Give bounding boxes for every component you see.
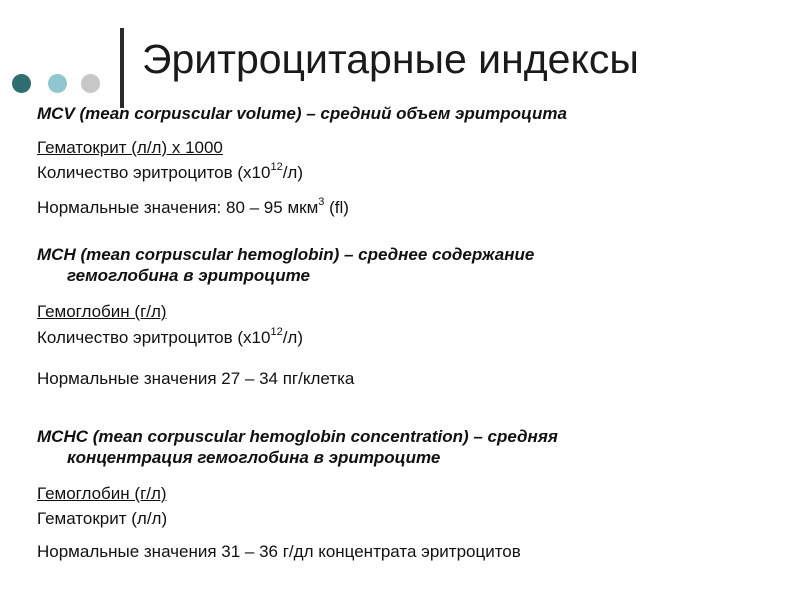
mch-denominator-exp: 12 <box>270 326 283 339</box>
mcv-denominator-exp: 12 <box>270 161 283 174</box>
mcv-numerator-text: Гематокрит (л/л) х 1000 <box>37 138 223 157</box>
mch-heading-line2: гемоглобина в эритроците <box>67 266 310 285</box>
decor-dot-dark <box>12 74 31 93</box>
mcv-normal-suffix: (fl) <box>324 198 349 217</box>
mch-heading-line1: MCH (mean corpuscular hemoglobin) – среднее содержание <box>37 245 535 264</box>
mchc-numerator <box>37 484 167 504</box>
mcv-normal-prefix: Нормальные значения: 80 – 95 мкм <box>37 198 319 217</box>
mch-denominator-prefix: Количество эритроцитов (х10 <box>37 328 271 347</box>
slide-title: Эритроцитарные индексы <box>142 36 639 82</box>
mch-numerator <box>37 302 167 322</box>
mcv-normal <box>37 198 349 218</box>
mchc-numerator-text: Гемоглобин (г/л) <box>37 484 167 503</box>
mcv-normal-exp: 3 <box>318 196 325 209</box>
mchc-heading-line2: концентрация гемоглобина в эритроците <box>67 448 441 467</box>
mchc-heading-line1: MCHC (mean corpuscular hemoglobin concentration) – средняя <box>37 427 558 446</box>
mchc-normal: Нормальные значения 31 – 36 г/дл концентрата эритроцитов <box>37 542 521 561</box>
decor-dot-grey <box>81 74 100 93</box>
mch-normal: Нормальные значения 27 – 34 пг/клетка <box>37 369 355 388</box>
decor-dot-light <box>48 74 67 93</box>
mcv-denominator-suffix: /л) <box>282 163 304 182</box>
title-divider <box>120 28 124 108</box>
mch-numerator-text: Гемоглобин (г/л) <box>37 302 167 321</box>
mch-denominator-suffix: /л) <box>282 328 304 347</box>
mch-denominator <box>37 328 303 348</box>
mchc-denominator: Гематокрит (л/л) <box>37 509 168 528</box>
mcv-heading: MCV (mean corpuscular volume) – средний объем эритроцита <box>37 104 567 123</box>
mcv-denominator-prefix: Количество эритроцитов (х10 <box>37 163 271 182</box>
mcv-numerator <box>37 138 223 158</box>
mcv-denominator <box>37 163 303 183</box>
